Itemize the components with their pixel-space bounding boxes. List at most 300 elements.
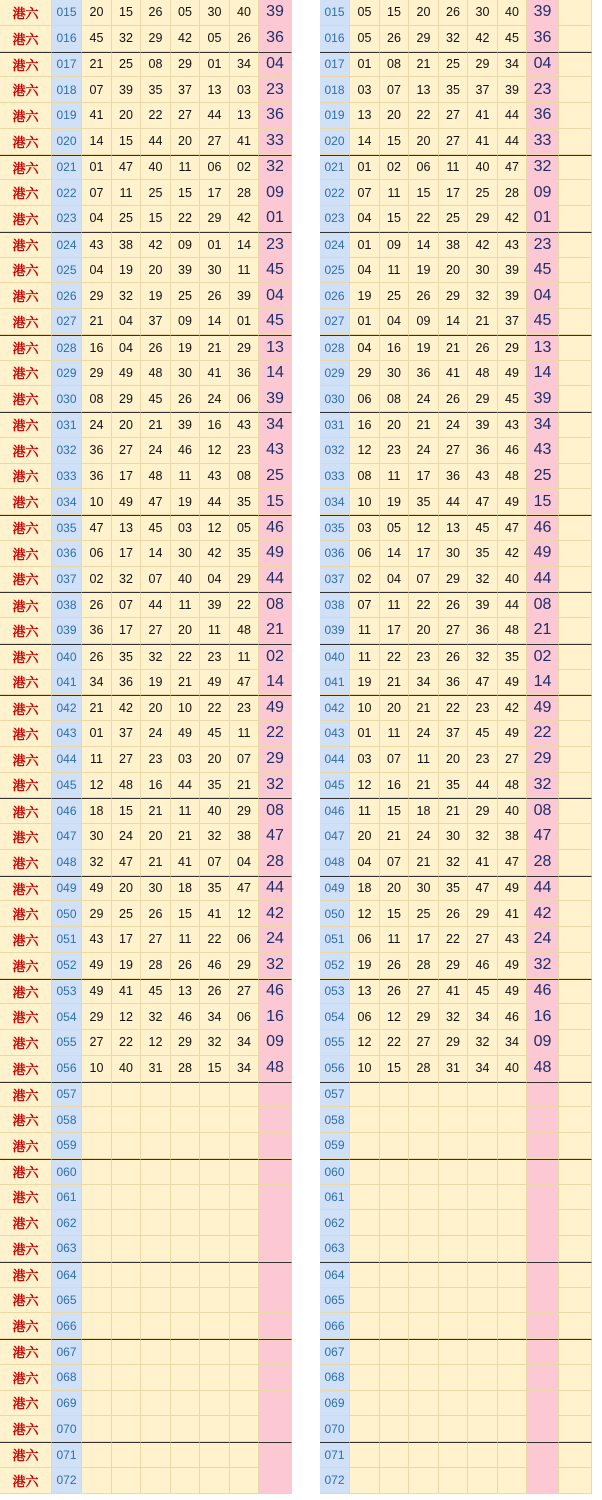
empty-column: [559, 206, 592, 232]
lottery-label: 港六: [0, 1288, 52, 1314]
regular-number: 13: [230, 103, 259, 129]
draw-row: [0, 953, 292, 979]
regular-number: 42: [498, 206, 527, 232]
regular-number: 03: [230, 77, 259, 103]
period-number: 042: [320, 695, 350, 721]
regular-number: 24: [141, 438, 171, 464]
regular-number: [498, 1262, 527, 1288]
regular-number: 32: [468, 824, 498, 850]
regular-number: 02: [350, 567, 380, 593]
regular-number: 42: [468, 232, 498, 258]
regular-number: 11: [171, 927, 200, 953]
regular-number: 17: [409, 464, 439, 490]
regular-number: 19: [112, 953, 141, 979]
regular-number: 01: [350, 721, 380, 747]
lottery-label: 港六: [0, 1107, 52, 1133]
regular-number: [468, 1442, 498, 1468]
regular-number: [112, 1133, 141, 1159]
draw-row: [320, 1262, 592, 1288]
lottery-label: 港六: [0, 438, 52, 464]
regular-number: [498, 1339, 527, 1365]
draw-row: [320, 0, 592, 26]
regular-number: 25: [380, 283, 409, 309]
regular-number: [171, 1210, 200, 1236]
regular-number: 45: [468, 721, 498, 747]
draw-row: [0, 155, 292, 181]
special-number: 49: [259, 695, 292, 721]
regular-number: [409, 1339, 439, 1365]
regular-number: 04: [230, 850, 259, 876]
draw-row: [0, 1442, 292, 1468]
regular-number: 24: [409, 438, 439, 464]
regular-number: [350, 1391, 380, 1417]
regular-number: 14: [350, 129, 380, 155]
regular-number: 17: [439, 180, 468, 206]
empty-column: [559, 0, 592, 26]
regular-number: 10: [350, 1056, 380, 1082]
lottery-label: 港六: [0, 335, 52, 361]
regular-number: 22: [171, 644, 200, 670]
regular-number: [380, 1442, 409, 1468]
period-number: 036: [52, 541, 82, 567]
period-number: 072: [320, 1468, 350, 1494]
special-number: 44: [527, 567, 559, 593]
lottery-label: 港六: [0, 927, 52, 953]
regular-number: 10: [82, 489, 112, 515]
special-number: 42: [259, 901, 292, 927]
special-number: [527, 1133, 559, 1159]
period-number: 069: [320, 1391, 350, 1417]
lottery-label: 港六: [0, 773, 52, 799]
period-number: 048: [52, 850, 82, 876]
regular-number: 29: [200, 206, 230, 232]
regular-number: 45: [141, 515, 171, 541]
regular-number: 36: [82, 618, 112, 644]
regular-number: 32: [200, 824, 230, 850]
special-number: 44: [259, 876, 292, 902]
lottery-label: 港六: [0, 747, 52, 773]
draw-row: [0, 1159, 292, 1185]
regular-number: 40: [112, 1056, 141, 1082]
regular-number: 34: [468, 1056, 498, 1082]
draw-row: [320, 1468, 592, 1494]
special-number: 46: [527, 515, 559, 541]
period-number: 037: [52, 567, 82, 593]
empty-column: [559, 412, 592, 438]
regular-number: [82, 1159, 112, 1185]
special-number: [527, 1236, 559, 1262]
regular-number: 38: [112, 232, 141, 258]
regular-number: 44: [200, 489, 230, 515]
regular-number: 44: [141, 129, 171, 155]
lottery-label: 港六: [0, 1339, 52, 1365]
regular-number: 15: [380, 129, 409, 155]
regular-number: [141, 1442, 171, 1468]
regular-number: [141, 1313, 171, 1339]
period-number: 043: [320, 721, 350, 747]
special-number: 25: [527, 464, 559, 490]
regular-number: 25: [141, 180, 171, 206]
regular-number: 22: [439, 695, 468, 721]
regular-number: [141, 1288, 171, 1314]
draw-row: [0, 1339, 292, 1365]
regular-number: 03: [171, 747, 200, 773]
regular-number: 49: [112, 361, 141, 387]
special-number: 32: [527, 155, 559, 181]
draw-row: [320, 438, 592, 464]
regular-number: [409, 1236, 439, 1262]
special-number: 01: [527, 206, 559, 232]
draw-row: [0, 927, 292, 953]
draw-row: [0, 798, 292, 824]
regular-number: 39: [171, 412, 200, 438]
special-number: 02: [527, 644, 559, 670]
regular-number: 01: [350, 232, 380, 258]
special-number: 28: [259, 850, 292, 876]
regular-number: 15: [380, 798, 409, 824]
regular-number: 15: [409, 180, 439, 206]
regular-number: 08: [230, 464, 259, 490]
regular-number: [82, 1262, 112, 1288]
regular-number: 15: [112, 0, 141, 26]
period-number: 062: [320, 1210, 350, 1236]
regular-number: 27: [141, 618, 171, 644]
regular-number: 39: [200, 592, 230, 618]
regular-number: 21: [409, 850, 439, 876]
regular-number: [498, 1313, 527, 1339]
period-number: 041: [320, 670, 350, 696]
regular-number: 25: [112, 206, 141, 232]
special-number: 08: [527, 798, 559, 824]
regular-number: 22: [112, 1030, 141, 1056]
regular-number: 45: [141, 979, 171, 1005]
lottery-label: 港六: [0, 592, 52, 618]
regular-number: 21: [230, 773, 259, 799]
lottery-label: 港六: [0, 1159, 52, 1185]
regular-number: 19: [350, 283, 380, 309]
period-number: 022: [52, 180, 82, 206]
regular-number: 42: [141, 232, 171, 258]
draw-row: [0, 232, 292, 258]
special-number: [527, 1313, 559, 1339]
regular-number: 43: [82, 232, 112, 258]
regular-number: 20: [380, 695, 409, 721]
regular-number: 45: [468, 979, 498, 1005]
empty-column: [559, 850, 592, 876]
regular-number: 20: [171, 618, 200, 644]
regular-number: [380, 1313, 409, 1339]
regular-number: [439, 1236, 468, 1262]
regular-number: [200, 1468, 230, 1494]
regular-number: 16: [82, 335, 112, 361]
empty-column: [559, 52, 592, 78]
special-number: 34: [259, 412, 292, 438]
draw-row: [0, 670, 292, 696]
regular-number: 34: [230, 52, 259, 78]
regular-number: 36: [439, 464, 468, 490]
regular-number: 49: [498, 670, 527, 696]
special-number: 29: [527, 747, 559, 773]
regular-number: 20: [141, 258, 171, 284]
regular-number: 20: [409, 129, 439, 155]
period-number: 019: [320, 103, 350, 129]
special-number: [527, 1159, 559, 1185]
regular-number: 15: [380, 206, 409, 232]
regular-number: 21: [171, 824, 200, 850]
period-number: 059: [52, 1133, 82, 1159]
regular-number: [409, 1262, 439, 1288]
regular-number: 49: [498, 361, 527, 387]
regular-number: 36: [112, 670, 141, 696]
empty-column: [559, 1288, 592, 1314]
draw-row: [320, 1210, 592, 1236]
regular-number: 32: [439, 850, 468, 876]
draw-row: [320, 77, 592, 103]
period-number: 020: [320, 129, 350, 155]
draw-row: [320, 618, 592, 644]
regular-number: 46: [498, 1004, 527, 1030]
regular-number: [141, 1185, 171, 1211]
draw-row: [0, 901, 292, 927]
regular-number: 34: [230, 1030, 259, 1056]
regular-number: 46: [171, 1004, 200, 1030]
regular-number: 20: [409, 0, 439, 26]
regular-number: 06: [230, 927, 259, 953]
regular-number: 08: [380, 52, 409, 78]
special-number: 13: [259, 335, 292, 361]
lottery-label: 港六: [0, 1236, 52, 1262]
draw-row: [320, 180, 592, 206]
regular-number: 01: [82, 155, 112, 181]
regular-number: 28: [409, 1056, 439, 1082]
regular-number: 14: [230, 232, 259, 258]
empty-column: [559, 515, 592, 541]
regular-number: 06: [82, 541, 112, 567]
regular-number: 41: [230, 129, 259, 155]
regular-number: 36: [439, 670, 468, 696]
empty-column: [559, 309, 592, 335]
regular-number: [112, 1210, 141, 1236]
regular-number: 11: [380, 258, 409, 284]
draw-row: [320, 309, 592, 335]
period-number: 025: [320, 258, 350, 284]
regular-number: 41: [498, 901, 527, 927]
regular-number: 40: [498, 1056, 527, 1082]
period-number: 056: [52, 1056, 82, 1082]
regular-number: 26: [230, 26, 259, 52]
lottery-label: 港六: [0, 1185, 52, 1211]
draw-row: [320, 953, 592, 979]
regular-number: 39: [468, 592, 498, 618]
regular-number: 22: [409, 103, 439, 129]
special-number: 23: [527, 77, 559, 103]
period-number: 063: [320, 1236, 350, 1262]
draw-row: [0, 52, 292, 78]
regular-number: [230, 1365, 259, 1391]
draw-row: [0, 1365, 292, 1391]
regular-number: [230, 1288, 259, 1314]
empty-column: [559, 592, 592, 618]
empty-column: [559, 1416, 592, 1442]
empty-column: [559, 283, 592, 309]
period-number: 048: [320, 850, 350, 876]
empty-column: [559, 129, 592, 155]
regular-number: 27: [171, 103, 200, 129]
regular-number: 38: [498, 824, 527, 850]
regular-number: 44: [468, 773, 498, 799]
lottery-label: 港六: [0, 1133, 52, 1159]
regular-number: 20: [141, 824, 171, 850]
regular-number: [112, 1107, 141, 1133]
draw-row: [0, 515, 292, 541]
special-number: [259, 1416, 292, 1442]
regular-number: [409, 1442, 439, 1468]
period-number: 058: [320, 1107, 350, 1133]
draw-row: [320, 155, 592, 181]
regular-number: [409, 1210, 439, 1236]
regular-number: 08: [141, 52, 171, 78]
period-number: 035: [320, 515, 350, 541]
regular-number: 22: [200, 695, 230, 721]
special-number: 04: [259, 52, 292, 78]
special-number: 33: [527, 129, 559, 155]
regular-number: 42: [230, 206, 259, 232]
regular-number: 39: [498, 77, 527, 103]
regular-number: 32: [141, 644, 171, 670]
regular-number: [171, 1339, 200, 1365]
regular-number: 11: [380, 464, 409, 490]
special-number: 45: [259, 258, 292, 284]
draw-row: [0, 464, 292, 490]
regular-number: 27: [439, 618, 468, 644]
regular-number: 40: [230, 0, 259, 26]
regular-number: [350, 1210, 380, 1236]
period-number: 067: [320, 1339, 350, 1365]
regular-number: 13: [409, 77, 439, 103]
regular-number: [200, 1107, 230, 1133]
regular-number: 41: [171, 850, 200, 876]
draw-row: [0, 489, 292, 515]
regular-number: [112, 1288, 141, 1314]
regular-number: [439, 1159, 468, 1185]
regular-number: 03: [350, 747, 380, 773]
regular-number: 15: [200, 1056, 230, 1082]
regular-number: 29: [230, 953, 259, 979]
regular-number: [112, 1442, 141, 1468]
period-number: 029: [52, 361, 82, 387]
regular-number: 25: [439, 206, 468, 232]
regular-number: 17: [380, 618, 409, 644]
regular-number: 47: [112, 155, 141, 181]
regular-number: 30: [141, 876, 171, 902]
draw-row: [0, 412, 292, 438]
regular-number: 24: [141, 721, 171, 747]
regular-number: 25: [439, 52, 468, 78]
regular-number: [141, 1107, 171, 1133]
regular-number: 21: [200, 335, 230, 361]
special-number: 14: [527, 361, 559, 387]
empty-column: [559, 1107, 592, 1133]
empty-column: [559, 541, 592, 567]
regular-number: 26: [141, 901, 171, 927]
regular-number: 10: [350, 489, 380, 515]
regular-number: 36: [468, 438, 498, 464]
regular-number: 31: [141, 1056, 171, 1082]
special-number: [527, 1288, 559, 1314]
regular-number: 15: [380, 901, 409, 927]
regular-number: 43: [468, 464, 498, 490]
regular-number: 14: [200, 309, 230, 335]
regular-number: 11: [171, 464, 200, 490]
regular-number: [200, 1288, 230, 1314]
regular-number: [350, 1313, 380, 1339]
regular-number: 28: [498, 180, 527, 206]
regular-number: 03: [171, 515, 200, 541]
empty-column: [559, 1133, 592, 1159]
period-number: 023: [52, 206, 82, 232]
special-number: 21: [527, 618, 559, 644]
regular-number: 13: [350, 979, 380, 1005]
regular-number: 41: [82, 103, 112, 129]
draw-row: [0, 0, 292, 26]
period-number: 024: [320, 232, 350, 258]
regular-number: [409, 1133, 439, 1159]
regular-number: [468, 1210, 498, 1236]
period-number: 057: [52, 1082, 82, 1108]
regular-number: 07: [380, 77, 409, 103]
regular-number: 04: [380, 309, 409, 335]
regular-number: [350, 1159, 380, 1185]
regular-number: 43: [498, 412, 527, 438]
period-number: 065: [320, 1288, 350, 1314]
regular-number: 41: [439, 361, 468, 387]
regular-number: 46: [468, 953, 498, 979]
lottery-label: 港六: [0, 206, 52, 232]
draw-row: [0, 773, 292, 799]
period-number: 031: [320, 412, 350, 438]
regular-number: 06: [350, 1004, 380, 1030]
regular-number: 25: [468, 180, 498, 206]
regular-number: 29: [82, 1004, 112, 1030]
regular-number: [112, 1416, 141, 1442]
period-number: 070: [52, 1416, 82, 1442]
period-number: 034: [320, 489, 350, 515]
regular-number: 34: [409, 670, 439, 696]
regular-number: [171, 1262, 200, 1288]
draw-row: [320, 1416, 592, 1442]
regular-number: 41: [468, 129, 498, 155]
special-number: [259, 1339, 292, 1365]
special-number: 47: [259, 824, 292, 850]
regular-number: 27: [468, 927, 498, 953]
regular-number: [200, 1313, 230, 1339]
regular-number: 21: [380, 670, 409, 696]
regular-number: [200, 1236, 230, 1262]
empty-column: [559, 1004, 592, 1030]
regular-number: [350, 1416, 380, 1442]
regular-number: 39: [171, 258, 200, 284]
regular-number: [200, 1082, 230, 1108]
lottery-label: 港六: [0, 798, 52, 824]
special-number: 46: [259, 979, 292, 1005]
lottery-label: 港六: [0, 386, 52, 412]
empty-column: [559, 773, 592, 799]
regular-number: 11: [230, 721, 259, 747]
regular-number: 27: [439, 438, 468, 464]
regular-number: 13: [200, 77, 230, 103]
lottery-label: 港六: [0, 361, 52, 387]
regular-number: 09: [171, 309, 200, 335]
